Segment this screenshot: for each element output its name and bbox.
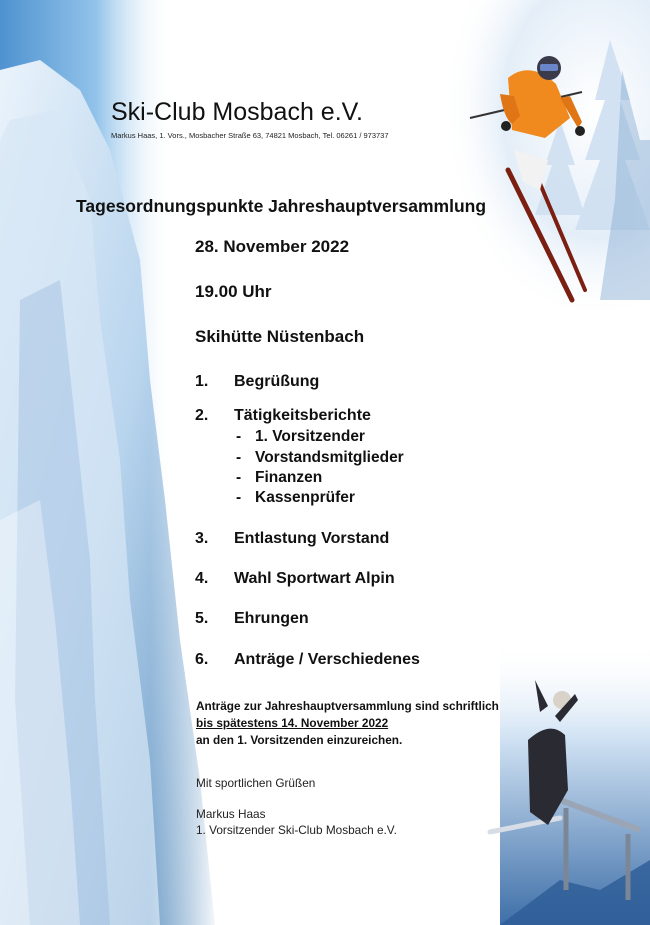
agenda-item-label: Wahl Sportwart Alpin: [234, 570, 395, 587]
subitem-bullet: -: [236, 428, 242, 445]
subitem-bullet: -: [236, 449, 242, 466]
subitem-label: Kassenprüfer: [255, 489, 355, 506]
closing-greeting: Mit sportlichen Grüßen: [196, 776, 316, 790]
agenda-item-label: Begrüßung: [234, 373, 320, 390]
agenda-item-label: Anträge / Verschiedenes: [234, 651, 420, 668]
agenda-title: Tagesordnungspunkte Jahreshauptversammlung: [76, 196, 487, 216]
agenda-item-number: 1.: [195, 373, 209, 390]
meeting-time: 19.00 Uhr: [195, 282, 272, 301]
meeting-location: Skihütte Nüstenbach: [195, 327, 365, 346]
subitem-bullet: -: [236, 469, 242, 486]
note-line: Anträge zur Jahreshauptversammlung sind schriftlich: [196, 699, 499, 713]
note-line: an den 1. Vorsitzenden einzureichen.: [196, 733, 403, 747]
subitem-label: Vorstandsmitglieder: [255, 449, 404, 466]
subitem-label: Finanzen: [255, 469, 323, 486]
agenda-item-number: 4.: [195, 570, 209, 587]
agenda-item-label: Entlastung Vorstand: [234, 530, 390, 547]
club-address: Markus Haas, 1. Vors., Mosbacher Straße 63, 74821 Mosbach, Tel. 06261 / 973737: [111, 131, 389, 140]
agenda-item-number: 3.: [195, 530, 209, 547]
agenda-item-label: Ehrungen: [234, 610, 309, 627]
agenda-item-number: 5.: [195, 610, 209, 627]
subitem-bullet: -: [236, 489, 242, 506]
meeting-date: 28. November 2022: [195, 237, 350, 256]
signer-role: 1. Vorsitzender Ski-Club Mosbach e.V.: [196, 823, 397, 837]
agenda-item-number: 2.: [195, 407, 209, 424]
signer-name: Markus Haas: [196, 807, 266, 821]
club-name: Ski-Club Mosbach e.V.: [111, 98, 363, 126]
agenda-item-label: Tätigkeitsberichte: [234, 407, 371, 424]
agenda-item-number: 6.: [195, 651, 209, 668]
note-deadline: bis spätestens 14. November 2022: [196, 716, 389, 730]
subitem-label: 1. Vorsitzender: [255, 428, 365, 445]
